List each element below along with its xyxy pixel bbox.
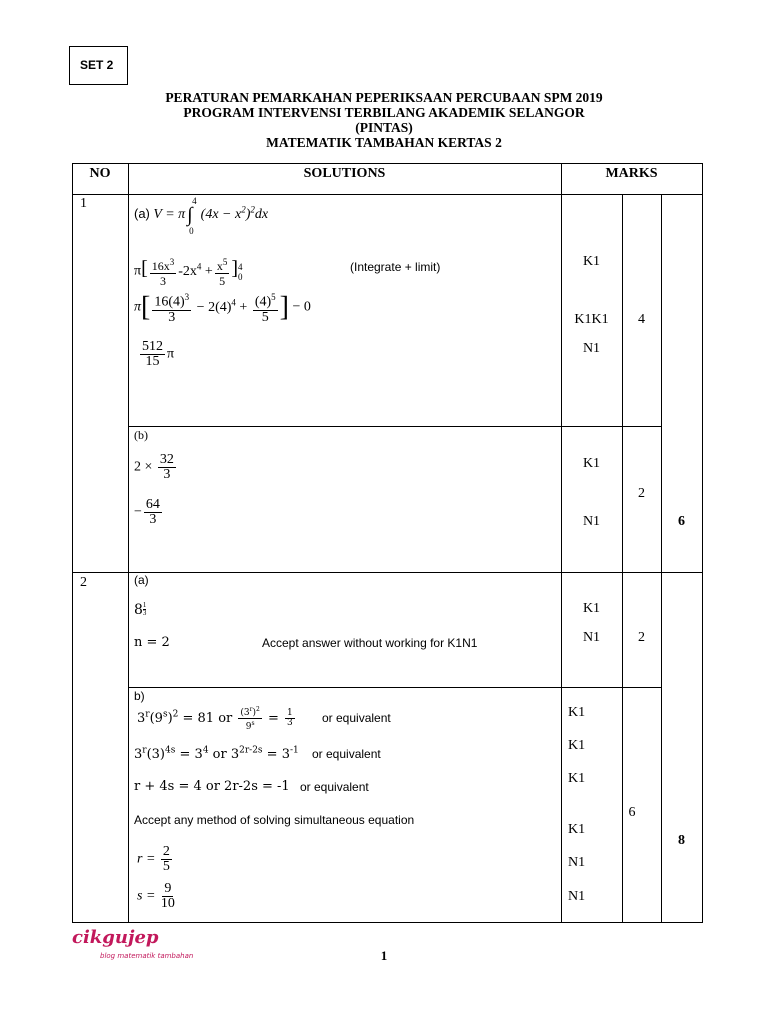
q2b-mark-6: N1 [568, 889, 586, 904]
q1b-answer-numerator: 64 [145, 497, 160, 512]
q1a-note: (Integrate + limit) [350, 260, 441, 274]
q1a-subtotal: 4 [638, 312, 645, 327]
q2b-s-numerator: 9 [164, 881, 172, 896]
table-right-border [702, 163, 703, 923]
q2b-label: b) [134, 689, 145, 703]
set-label: SET 2 [69, 46, 128, 85]
q2b-line-3: r + 4s = 4 or 2r-2s = -1 [134, 779, 290, 794]
no-col-divider [128, 163, 129, 923]
q1-ab-divider [128, 426, 661, 427]
header-line-4: MATEMATIK TAMBAHAN KERTAS 2 [266, 135, 502, 150]
table-header-border [72, 194, 703, 195]
q2a-subtotal: 2 [638, 630, 645, 645]
q2b-r-denominator: 5 [162, 859, 170, 874]
q1a-mark-2: K1K1 [574, 312, 609, 327]
q2b-r-answer: r = $\frac{2}{5}$ [137, 844, 170, 874]
q2b-method-note: Accept any method of solving simultaneous equation [134, 813, 415, 827]
q2a-mark-2: N1 [582, 630, 601, 645]
q1-q2-divider [72, 572, 703, 573]
col-header-marks: MARKS [605, 166, 658, 181]
table-bottom-border [72, 922, 703, 923]
q1a-mark-3: N1 [582, 341, 601, 356]
q1b-subtotal: 2 [638, 486, 645, 501]
q2b-mark-2: K1 [568, 738, 586, 753]
q1-number: 1 [80, 196, 87, 211]
q2b-s-denominator: 10 [160, 896, 175, 911]
header-line-2: PROGRAM INTERVENSI TERBILANG AKADEMIK SELANGOR [183, 105, 585, 120]
q1a-substituted-expression: π[ $\frac{16(4)^3}{3}$ − $2(4)^4$ + $\frac{(4)^5}{5}$ ] − 0 [134, 291, 311, 325]
header-line-3: (PINTAS) [355, 120, 413, 135]
q1a-answer-numerator: 512 [142, 339, 163, 354]
q1b-mark-2: N1 [582, 514, 601, 529]
q2a-answer: n = 2 [134, 635, 170, 650]
q2a-mark-1: K1 [582, 601, 601, 616]
header-line-1: PERATURAN PEMARKAHAN PEPERIKSAAN PERCUBAAN SPM 2019 [165, 90, 603, 105]
solutions-col-divider [561, 163, 562, 923]
q1b-label: (b) [134, 428, 148, 442]
q1a-answer: $\frac{512}{15}$ π [142, 339, 175, 369]
q2a-working: 8 $\frac{1}{3}$ [134, 601, 147, 618]
page-number: 1 [380, 948, 388, 963]
col-header-no: NO [89, 166, 111, 181]
table-top-border [72, 163, 703, 164]
q1-total: 6 [678, 514, 685, 529]
q1a-answer-denominator: 15 [145, 354, 160, 369]
cikgujep-logo: cikgujep [72, 927, 159, 948]
q2b-mark-3: K1 [568, 771, 586, 786]
q2b-line-2-note: or equivalent [312, 747, 381, 761]
q2b-line-1-note: or equivalent [322, 711, 391, 725]
q1b-mark-1: K1 [582, 456, 601, 471]
q2-number: 2 [80, 575, 87, 590]
q2b-mark-5: N1 [568, 855, 586, 870]
cikgujep-logo-subtitle: blog matematik tambahan [100, 952, 194, 960]
q2-total: 8 [678, 833, 685, 848]
q1b-answer: − $\frac{64}{3}$ [134, 497, 160, 527]
q2b-r-numerator: 2 [162, 844, 170, 859]
q2b-subtotal: 6 [628, 805, 636, 820]
q2-ab-divider [128, 687, 661, 688]
q1b-answer-denominator: 3 [149, 512, 157, 527]
q2b-line-2: $3^r(3)^{4s} = 3^4$ or $3^{2r-2s} = 3^{-1}$ [134, 746, 299, 763]
q1a-label: (a) [134, 206, 150, 222]
q1a-integrated-expression: π[ $\frac{16x^3}{3}$ $-2x^4$ + $\frac{x^5}{5}$ ] 4 0 [134, 257, 243, 288]
q1a-mark-1: K1 [582, 254, 601, 269]
q2a-label: (a) [134, 573, 149, 587]
q2b-mark-1: K1 [568, 705, 586, 720]
q2b-s-answer: s = $\frac{9}{10}$ [137, 881, 175, 911]
q1a-volume-integral: (a) V = π ∫ 4 0 $(4x - x^2)^2dx$ [134, 196, 269, 236]
table-left-border [72, 163, 73, 923]
q2b-line-3-note: or equivalent [300, 780, 369, 794]
q2a-note: Accept answer without working for K1N1 [262, 636, 478, 650]
q1b-working: 2 × $\frac{32}{3}$ [134, 452, 174, 482]
q2b-mark-4: K1 [568, 822, 586, 837]
q2b-line-1: $3^r(9^s)^2 = 81$ or $\frac{(3^r)^2}{9^s}$ = $\frac{1}{3}$ [137, 706, 293, 732]
subtotal-col-divider [661, 194, 662, 923]
col-header-solutions: SOLUTIONS [303, 166, 386, 181]
